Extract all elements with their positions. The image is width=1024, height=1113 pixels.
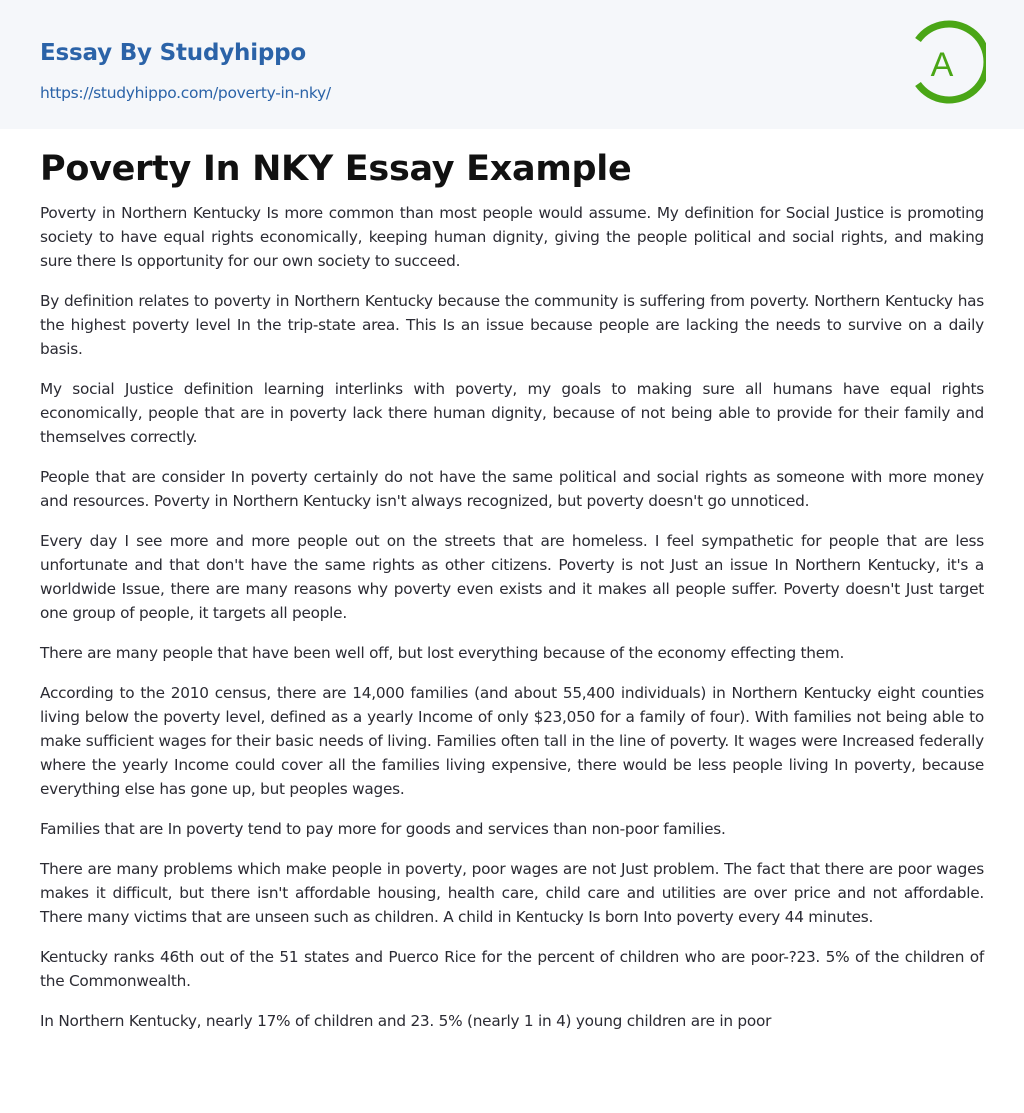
site-header — [0, 0, 1024, 129]
essay-paragraph: People that are consider In poverty certainly do not have the same political and social rights as someone with more money and resources. Poverty in Northern Kentucky isn't always recognized, but poverty doesn't go unnoticed. — [40, 468, 984, 510]
essay-paragraph: There are many problems which make people in poverty, poor wages are not Just problem. The fact that there are poor wages makes it difficult, but there isn't affordable housing, health care, child care and utilities are over price and not affordable. There many victims that are unseen such as children. A child in Kentucky Is born Into poverty every 44 minutes. — [40, 860, 984, 926]
essay-paragraph: According to the 2010 census, there are 14,000 families (and about 55,400 individuals) in Northern Kentucky eight counties living below the poverty level, defined as a yearly Income of only $23,050 for a family of four). With families not being able to make sufficient wages for their basic needs of living. Families often tall in the line of poverty. It wages were Increased federally where the yearly Income could cover all the families living expensive, there would be less people living In poverty, because everything else has gone up, but peoples wages. — [40, 684, 984, 798]
essay-content — [0, 149, 1024, 1033]
essay-paragraph: Kentucky ranks 46th out of the 51 states and Puerco Rice for the percent of children who are poor-?23. 5% of the children of the Commonwealth. — [40, 948, 984, 990]
essay-url-link[interactable]: https://studyhippo.com/poverty-in-nky/ — [40, 84, 331, 102]
logo-letter: A — [930, 46, 954, 84]
essay-paragraph: By definition relates to poverty in Northern Kentucky because the community is suffering from poverty. Northern Kentucky has the highest poverty level In the trip-state area. This Is an issue because people are lacking the needs to survive on a daily basis. — [40, 292, 984, 358]
brand-title: Essay By Studyhippo — [40, 40, 307, 66]
studyhippo-logo-icon[interactable] — [914, 18, 986, 106]
page-title: Poverty In NKY Essay Example — [40, 149, 632, 189]
essay-paragraph: My social Justice definition learning interlinks with poverty, my goals to making sure all humans have equal rights economically, people that are in poverty lack there human dignity, because of not being able to provide for their family and themselves correctly. — [40, 380, 984, 446]
essay-paragraph: In Northern Kentucky, nearly 17% of children and 23. 5% (nearly 1 in 4) young children are in poor — [40, 1012, 772, 1030]
essay-paragraph: There are many people that have been well off, but lost everything because of the economy effecting them. — [40, 644, 845, 662]
essay-paragraph: Poverty in Northern Kentucky Is more common than most people would assume. My definition for Social Justice is promoting society to have equal rights economically, keeping human dignity, giving the people political and social rights, and making sure there Is opportunity for our own society to succeed. — [40, 204, 984, 270]
essay-body — [40, 201, 984, 1033]
essay-paragraph: Every day I see more and more people out on the streets that are homeless. I feel sympathetic for people that are less unfortunate and that don't have the same rights as other citizens. Poverty is not Just an issue In Northern Kentucky, it's a worldwide Issue, there are many reasons why poverty even exists and it makes all people suffer. Poverty doesn't Just target one group of people, it targets all people. — [40, 532, 984, 622]
essay-paragraph: Families that are In poverty tend to pay more for goods and services than non-poor families. — [40, 820, 726, 838]
